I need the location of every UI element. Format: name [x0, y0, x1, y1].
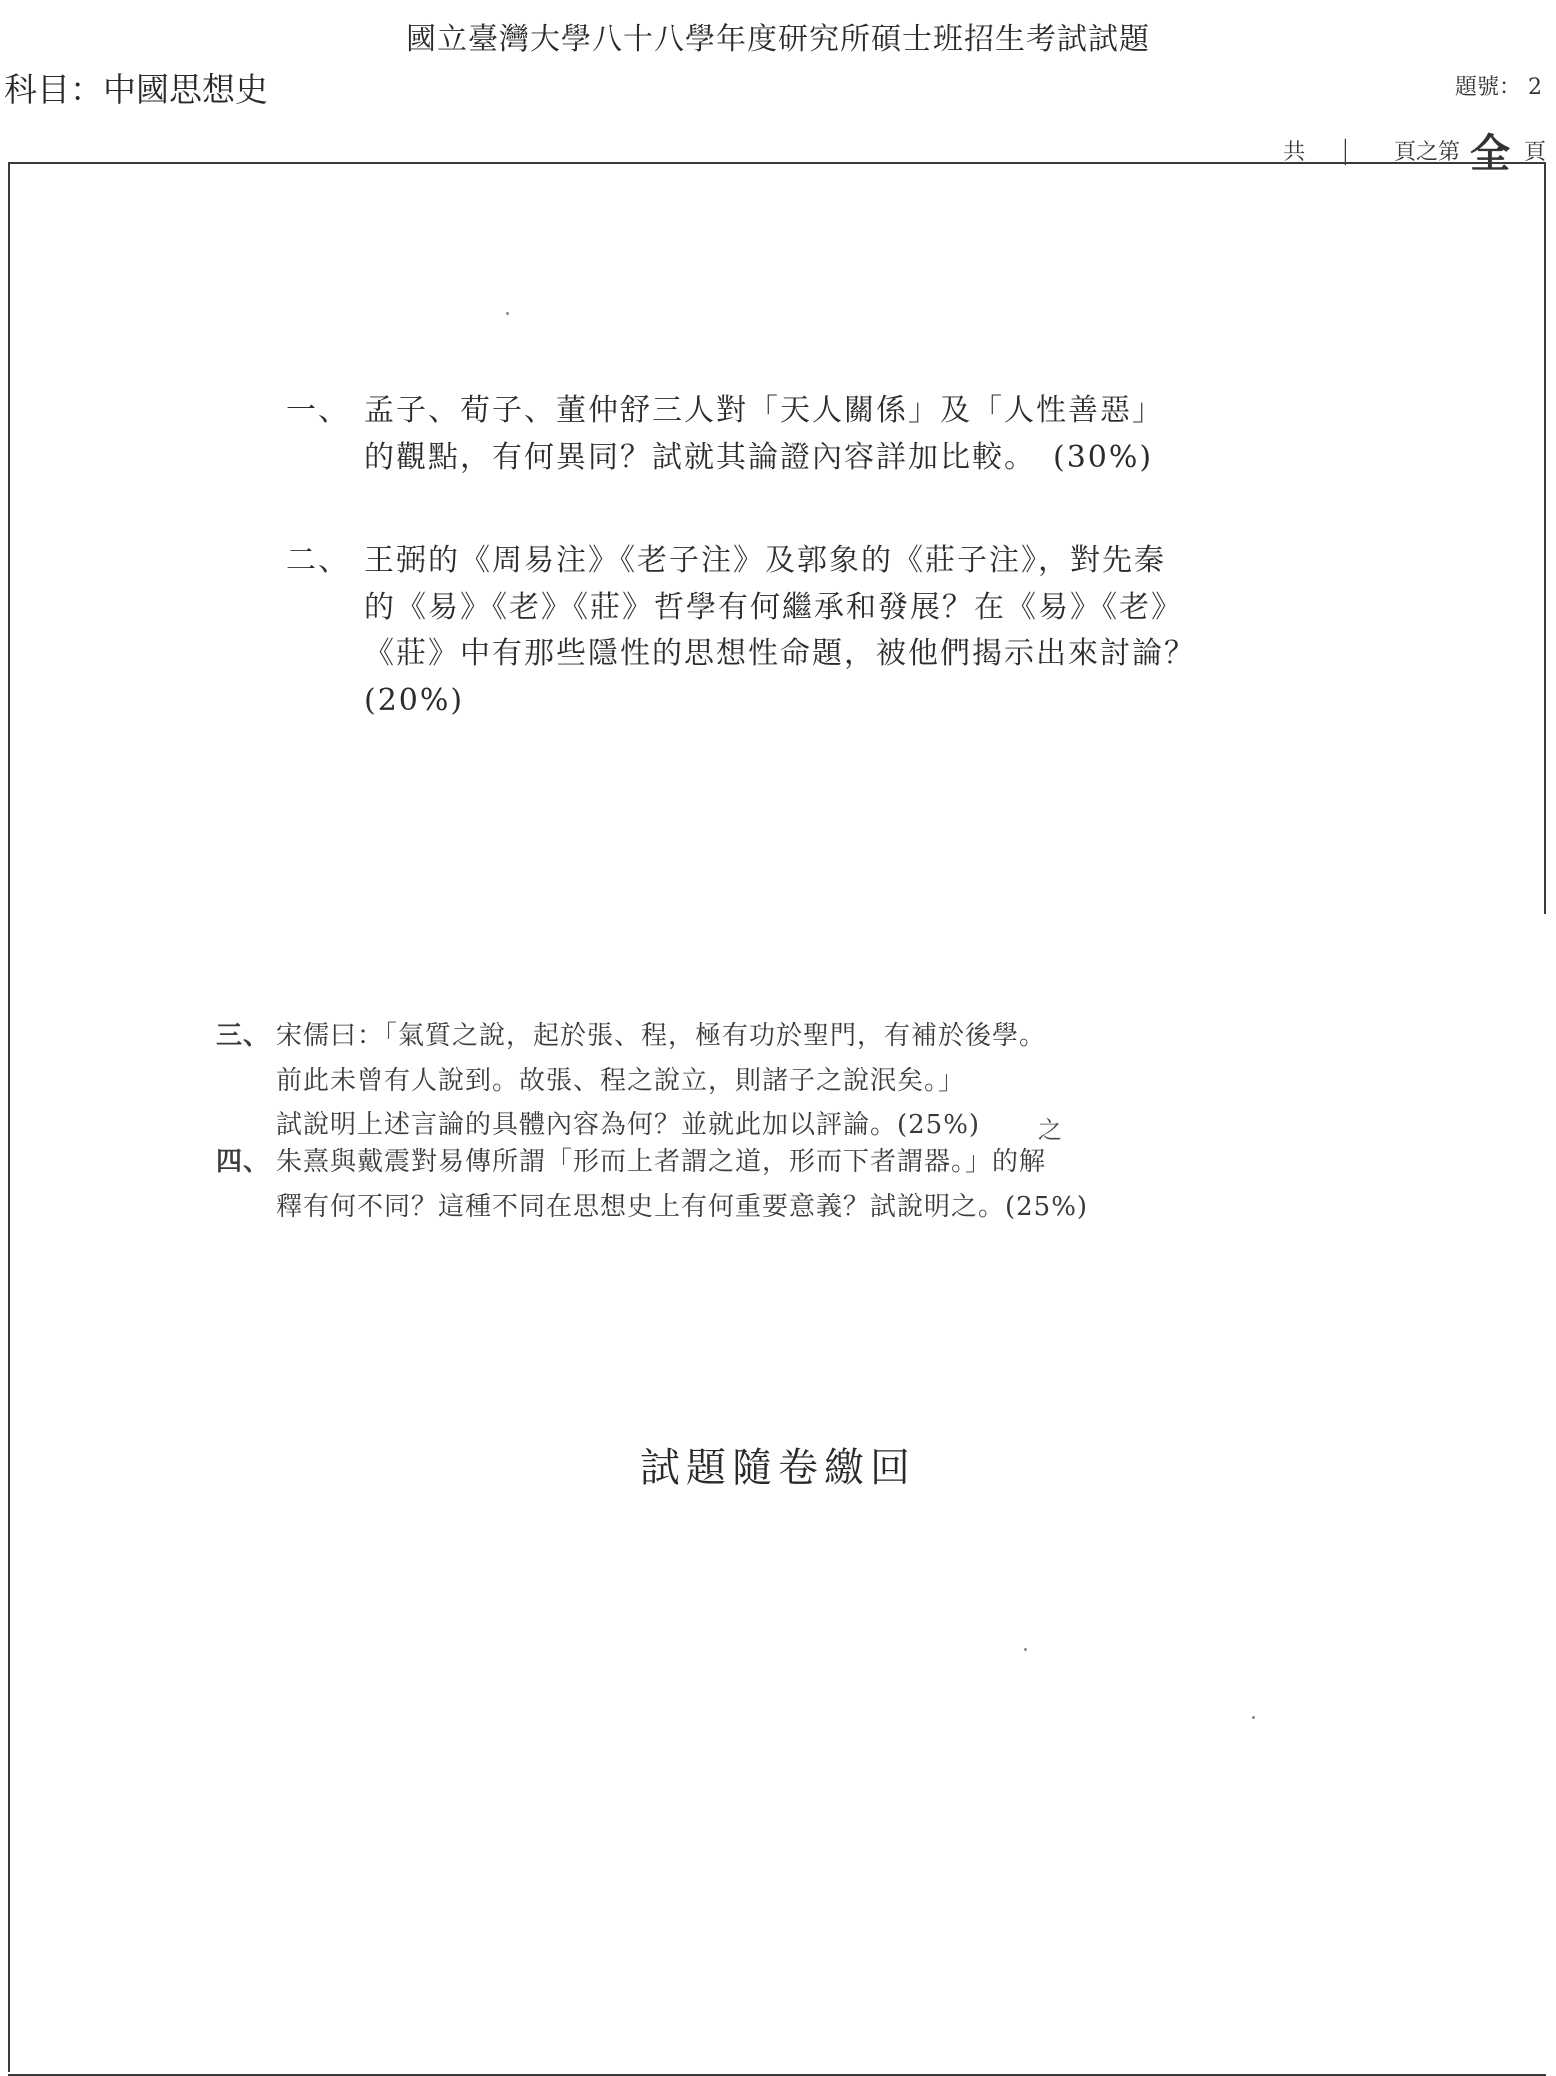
scan-speck — [1024, 1648, 1027, 1651]
question-2 — [286, 538, 1196, 724]
question-3-number: 三、 — [216, 1021, 271, 1051]
question-1 — [286, 388, 1164, 481]
question-4-line: 朱熹與戴震對易傳所謂「形而上者謂之道，形而下者謂器。」的解 — [276, 1147, 1047, 1177]
question-number: 題號： 2 — [1455, 75, 1542, 100]
question-2-line: (20%) — [364, 682, 465, 718]
question-2-line: 王弼的《周易注》《老子注》及郭象的《莊子注》，對先秦 — [364, 543, 1166, 578]
page-count-total: | — [1342, 135, 1349, 166]
exam-title: 國立臺灣大學八十八學年度研究所碩士班招生考試試題 — [406, 22, 1150, 57]
question-3 — [216, 1014, 1047, 1148]
page-count-middle: 頁之第 — [1393, 140, 1460, 165]
question-2-number: 二、 — [286, 543, 350, 578]
question-3-line: 宋儒曰：「氣質之說，起於張、程，極有功於聖門，有補於後學。 — [276, 1021, 1047, 1051]
scan-speck — [1252, 1716, 1255, 1719]
question-1-number: 一、 — [286, 393, 350, 428]
page-count-prefix: 共 — [1283, 140, 1306, 165]
question-2-line: 《莊》中有那些隱性的思想性命題，被他們揭示出來討論？ — [364, 636, 1196, 671]
return-note: 試題隨卷繳回 — [640, 1445, 916, 1491]
page-count-suffix: 頁 — [1523, 140, 1546, 165]
question-4-number: 四、 — [216, 1147, 271, 1177]
question-1-line: 的觀點，有何異同？試就其論證內容詳加比較。 (30%) — [364, 439, 1154, 475]
handwritten-insert-mark: 之 — [1038, 1116, 1063, 1144]
question-3-line: 試說明上述言論的具體內容為何？並就此加以評論。(25%) — [276, 1110, 981, 1141]
frame-left-border — [8, 162, 10, 2072]
question-4-line: 釋有何不同？這種不同在思想史上有何重要意義？試說明之。(25%) — [276, 1191, 1089, 1222]
question-2-line: 的《易》《老》《莊》哲學有何繼承和發展？在《易》《老》 — [364, 589, 1183, 625]
page-count-current: 全 — [1469, 131, 1510, 177]
frame-right-border — [1544, 162, 1546, 914]
scan-speck — [506, 312, 509, 315]
question-1-line: 孟子、荀子、董仲舒三人對「天人關係」及「人性善惡」 — [364, 393, 1164, 428]
question-3-line: 前此未曾有人說到。故張、程之說立，則諸子之說泯矣。」 — [276, 1065, 966, 1096]
subject-label: 科目：中國思想史 — [4, 70, 268, 109]
